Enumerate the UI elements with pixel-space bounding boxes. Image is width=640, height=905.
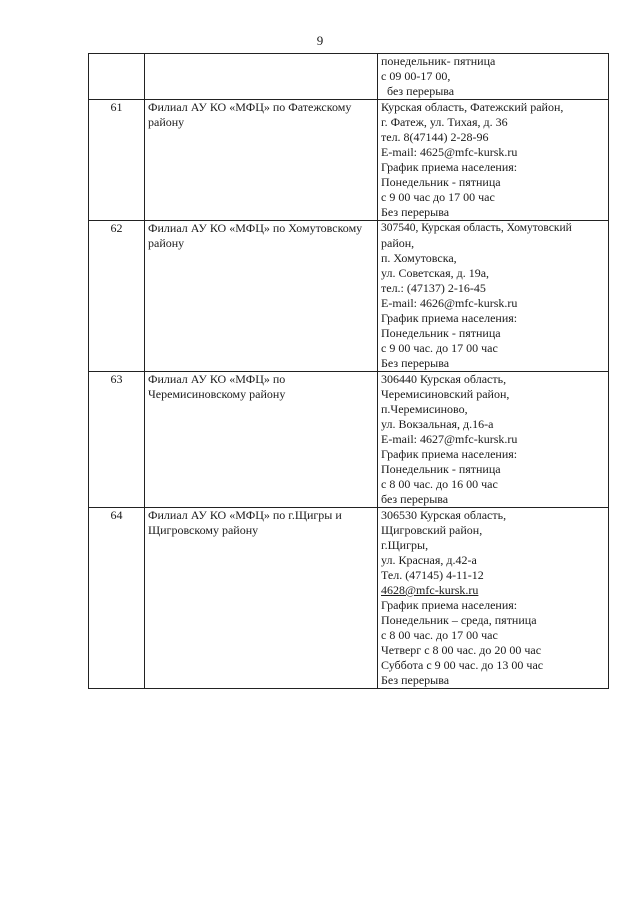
contact-line: Без перерыва: [381, 673, 450, 687]
mfc-branch-table: [88, 53, 609, 689]
contact-line: тел. 8(47144) 2-28-96: [381, 130, 489, 144]
contact-line: 306440 Курская область,: [381, 372, 507, 386]
contact-line: График приема населения:: [381, 598, 518, 612]
table-row: [89, 100, 609, 221]
branch-contacts: [378, 508, 609, 689]
contact-line: Понедельник - пятница: [381, 326, 501, 340]
contact-line: с 8 00 час. до 16 00 час: [381, 477, 498, 491]
contact-line: ул. Вокзальная, д.16-а: [381, 417, 494, 431]
branch-name: Филиал АУ КО «МФЦ» по Фатежскому району: [145, 100, 378, 221]
contact-line: 306530 Курская область,: [381, 508, 507, 522]
contact-line: г.Щигры,: [381, 538, 429, 552]
contact-line: Черемисиновский район,: [381, 387, 510, 401]
row-number: 61: [89, 100, 145, 221]
contact-line: Тел. (47145) 4-11-12: [381, 568, 484, 582]
contact-line: График приема населения:: [381, 311, 518, 325]
email-link[interactable]: 4628@mfc-kursk.ru: [381, 583, 479, 597]
branch-name: Филиал АУ КО «МФЦ» по Хомутовскому району: [145, 221, 378, 372]
table-row: [89, 508, 609, 689]
contact-line: Без перерыва: [381, 205, 450, 219]
table-row: [89, 372, 609, 508]
contact-line: с 8 00 час. до 17 00 час: [381, 628, 498, 642]
contact-line: Понедельник - пятница: [381, 462, 501, 476]
row-number: 62: [89, 221, 145, 372]
table-row: [89, 221, 609, 372]
contact-line: с 9 00 час до 17 00 час: [381, 190, 495, 204]
contact-line: График приема населения:: [381, 160, 518, 174]
branch-contacts: [378, 54, 609, 100]
contact-line: Без перерыва: [381, 356, 450, 370]
contact-line: 307540, Курская область, Хомутовский: [381, 222, 572, 234]
contact-line: тел.: (47137) 2-16-45: [381, 281, 486, 295]
contact-line: с 09 00-17 00,: [381, 69, 451, 83]
contact-line: График приема населения:: [381, 447, 518, 461]
page-number: 9: [316, 33, 324, 48]
contact-line: Щигровский район,: [381, 523, 483, 537]
contact-line: Суббота с 9 00 час. до 13 00 час: [381, 658, 544, 672]
email-line: E-mail: 4626@mfc-kursk.ru: [381, 296, 518, 310]
row-number: [89, 54, 145, 100]
contact-line: без перерыва: [381, 492, 449, 506]
contact-line: Понедельник – среда, пятница: [381, 613, 537, 627]
table-row: [89, 54, 609, 100]
contact-line: район,: [381, 236, 415, 250]
branch-name: Филиал АУ КО «МФЦ» по Черемисиновскому району: [145, 372, 378, 508]
branch-name: [145, 54, 378, 100]
branch-contacts: [378, 372, 609, 508]
email-line: E-mail: 4627@mfc-kursk.ru: [381, 432, 518, 446]
contact-line: Понедельник - пятница: [381, 175, 501, 189]
email-line: E-mail: 4625@mfc-kursk.ru: [381, 145, 518, 159]
branch-name: Филиал АУ КО «МФЦ» по г.Щигры и Щигровскому району: [145, 508, 378, 689]
branch-contacts: [378, 100, 609, 221]
row-number: 63: [89, 372, 145, 508]
contact-line: понедельник- пятница: [381, 54, 496, 68]
contact-line: ул. Советская, д. 19а,: [381, 266, 490, 280]
contact-line: п. Хомутовска,: [381, 251, 457, 265]
contact-line: Курская область, Фатежский район,: [381, 100, 564, 114]
contact-line: п.Черемисиново,: [381, 402, 468, 416]
row-number: 64: [89, 508, 145, 689]
contact-line: ул. Красная, д.42-а: [381, 553, 477, 567]
contact-line: г. Фатеж, ул. Тихая, д. 36: [381, 115, 508, 129]
contact-line: без перерыва: [387, 84, 455, 98]
contact-line: Четверг с 8 00 час. до 20 00 час: [381, 643, 542, 657]
branch-contacts: [378, 221, 609, 372]
contact-line: с 9 00 час. до 17 00 час: [381, 341, 498, 355]
